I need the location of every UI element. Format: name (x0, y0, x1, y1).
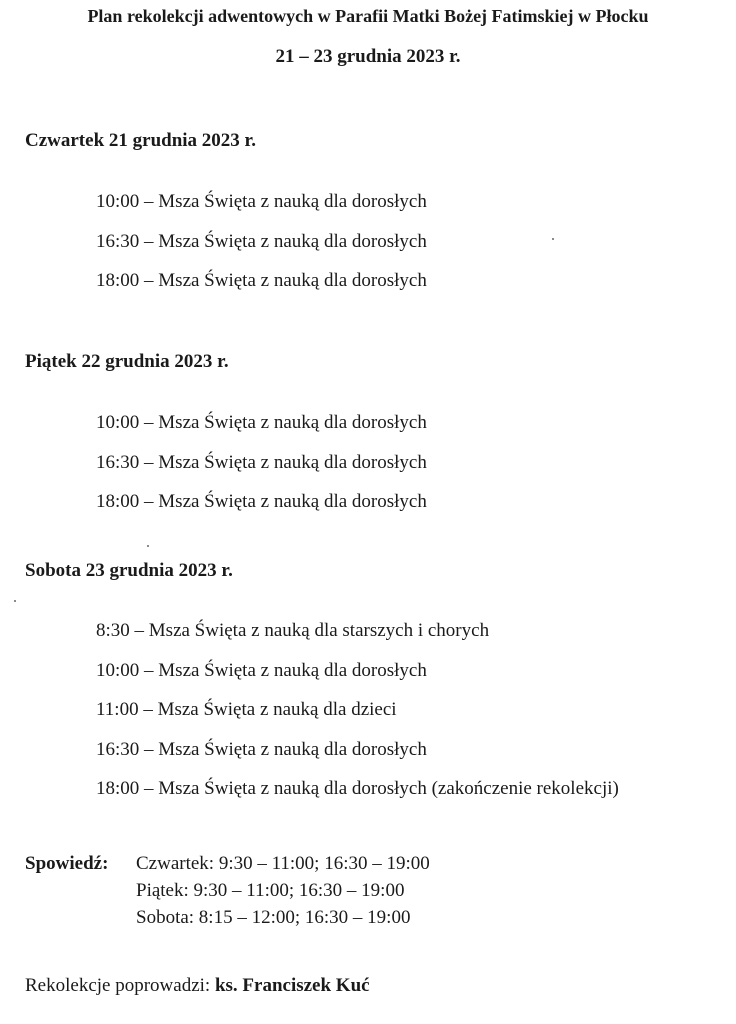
schedule-entry: 10:00 – Msza Święta z nauką dla dorosłych (96, 191, 427, 212)
day-heading-thursday: Czwartek 21 grudnia 2023 r. (25, 130, 256, 151)
retreat-leader (25, 975, 370, 997)
schedule-entry: 16:30 – Msza Święta z nauką dla dorosłych (96, 230, 427, 252)
schedule-entry: 16:30 – Msza Święta z nauką dla dorosłych (96, 738, 427, 760)
day-entries-friday (96, 403, 427, 522)
confession-line: Sobota: 8:15 – 12:00; 16:30 – 19:00 (136, 907, 411, 928)
scan-speck (552, 238, 554, 240)
schedule-entry: 16:30 – Msza Święta z nauką dla dorosłych (96, 451, 427, 473)
schedule-entry: 11:00 – Msza Święta z nauką dla dzieci (96, 699, 397, 720)
document-title: Plan rekolekcji adwentowych w Parafii Matki Bożej Fatimskiej w Płocku (87, 6, 649, 26)
leader-name: ks. Franciszek Kuć (214, 975, 370, 996)
scan-speck (147, 545, 149, 547)
confession-line: Czwartek: 9:30 – 11:00; 16:30 – 19:00 (136, 853, 430, 874)
document-dates: 21 – 23 grudnia 2023 r. (275, 46, 461, 67)
schedule-entry: 10:00 – Msza Święta z nauką dla dorosłych (96, 412, 427, 433)
confession-times (136, 850, 430, 931)
schedule-entry: 18:00 – Msza Święta z nauką dla dorosłych (96, 491, 427, 512)
schedule-entry: 18:00 – Msza Święta z nauką dla dorosłych (zakończenie rekolekcji) (96, 778, 619, 799)
schedule-entry: 10:00 – Msza Święta z nauką dla dorosłych (96, 659, 427, 681)
day-heading-friday: Piątek 22 grudnia 2023 r. (25, 351, 229, 372)
day-heading-saturday: Sobota 23 grudnia 2023 r. (25, 560, 233, 581)
scan-speck (14, 600, 16, 602)
schedule-entry: 8:30 – Msza Święta z nauką dla starszych i chorych (96, 620, 490, 641)
day-entries-saturday (96, 611, 619, 809)
leader-label: Rekolekcje poprowadzi: (25, 975, 215, 996)
confession-line: Piątek: 9:30 – 11:00; 16:30 – 19:00 (136, 880, 405, 901)
day-entries-thursday (96, 182, 427, 301)
schedule-entry: 18:00 – Msza Święta z nauką dla dorosłych (96, 270, 427, 291)
confession-label: Spowiedź: (25, 853, 109, 874)
